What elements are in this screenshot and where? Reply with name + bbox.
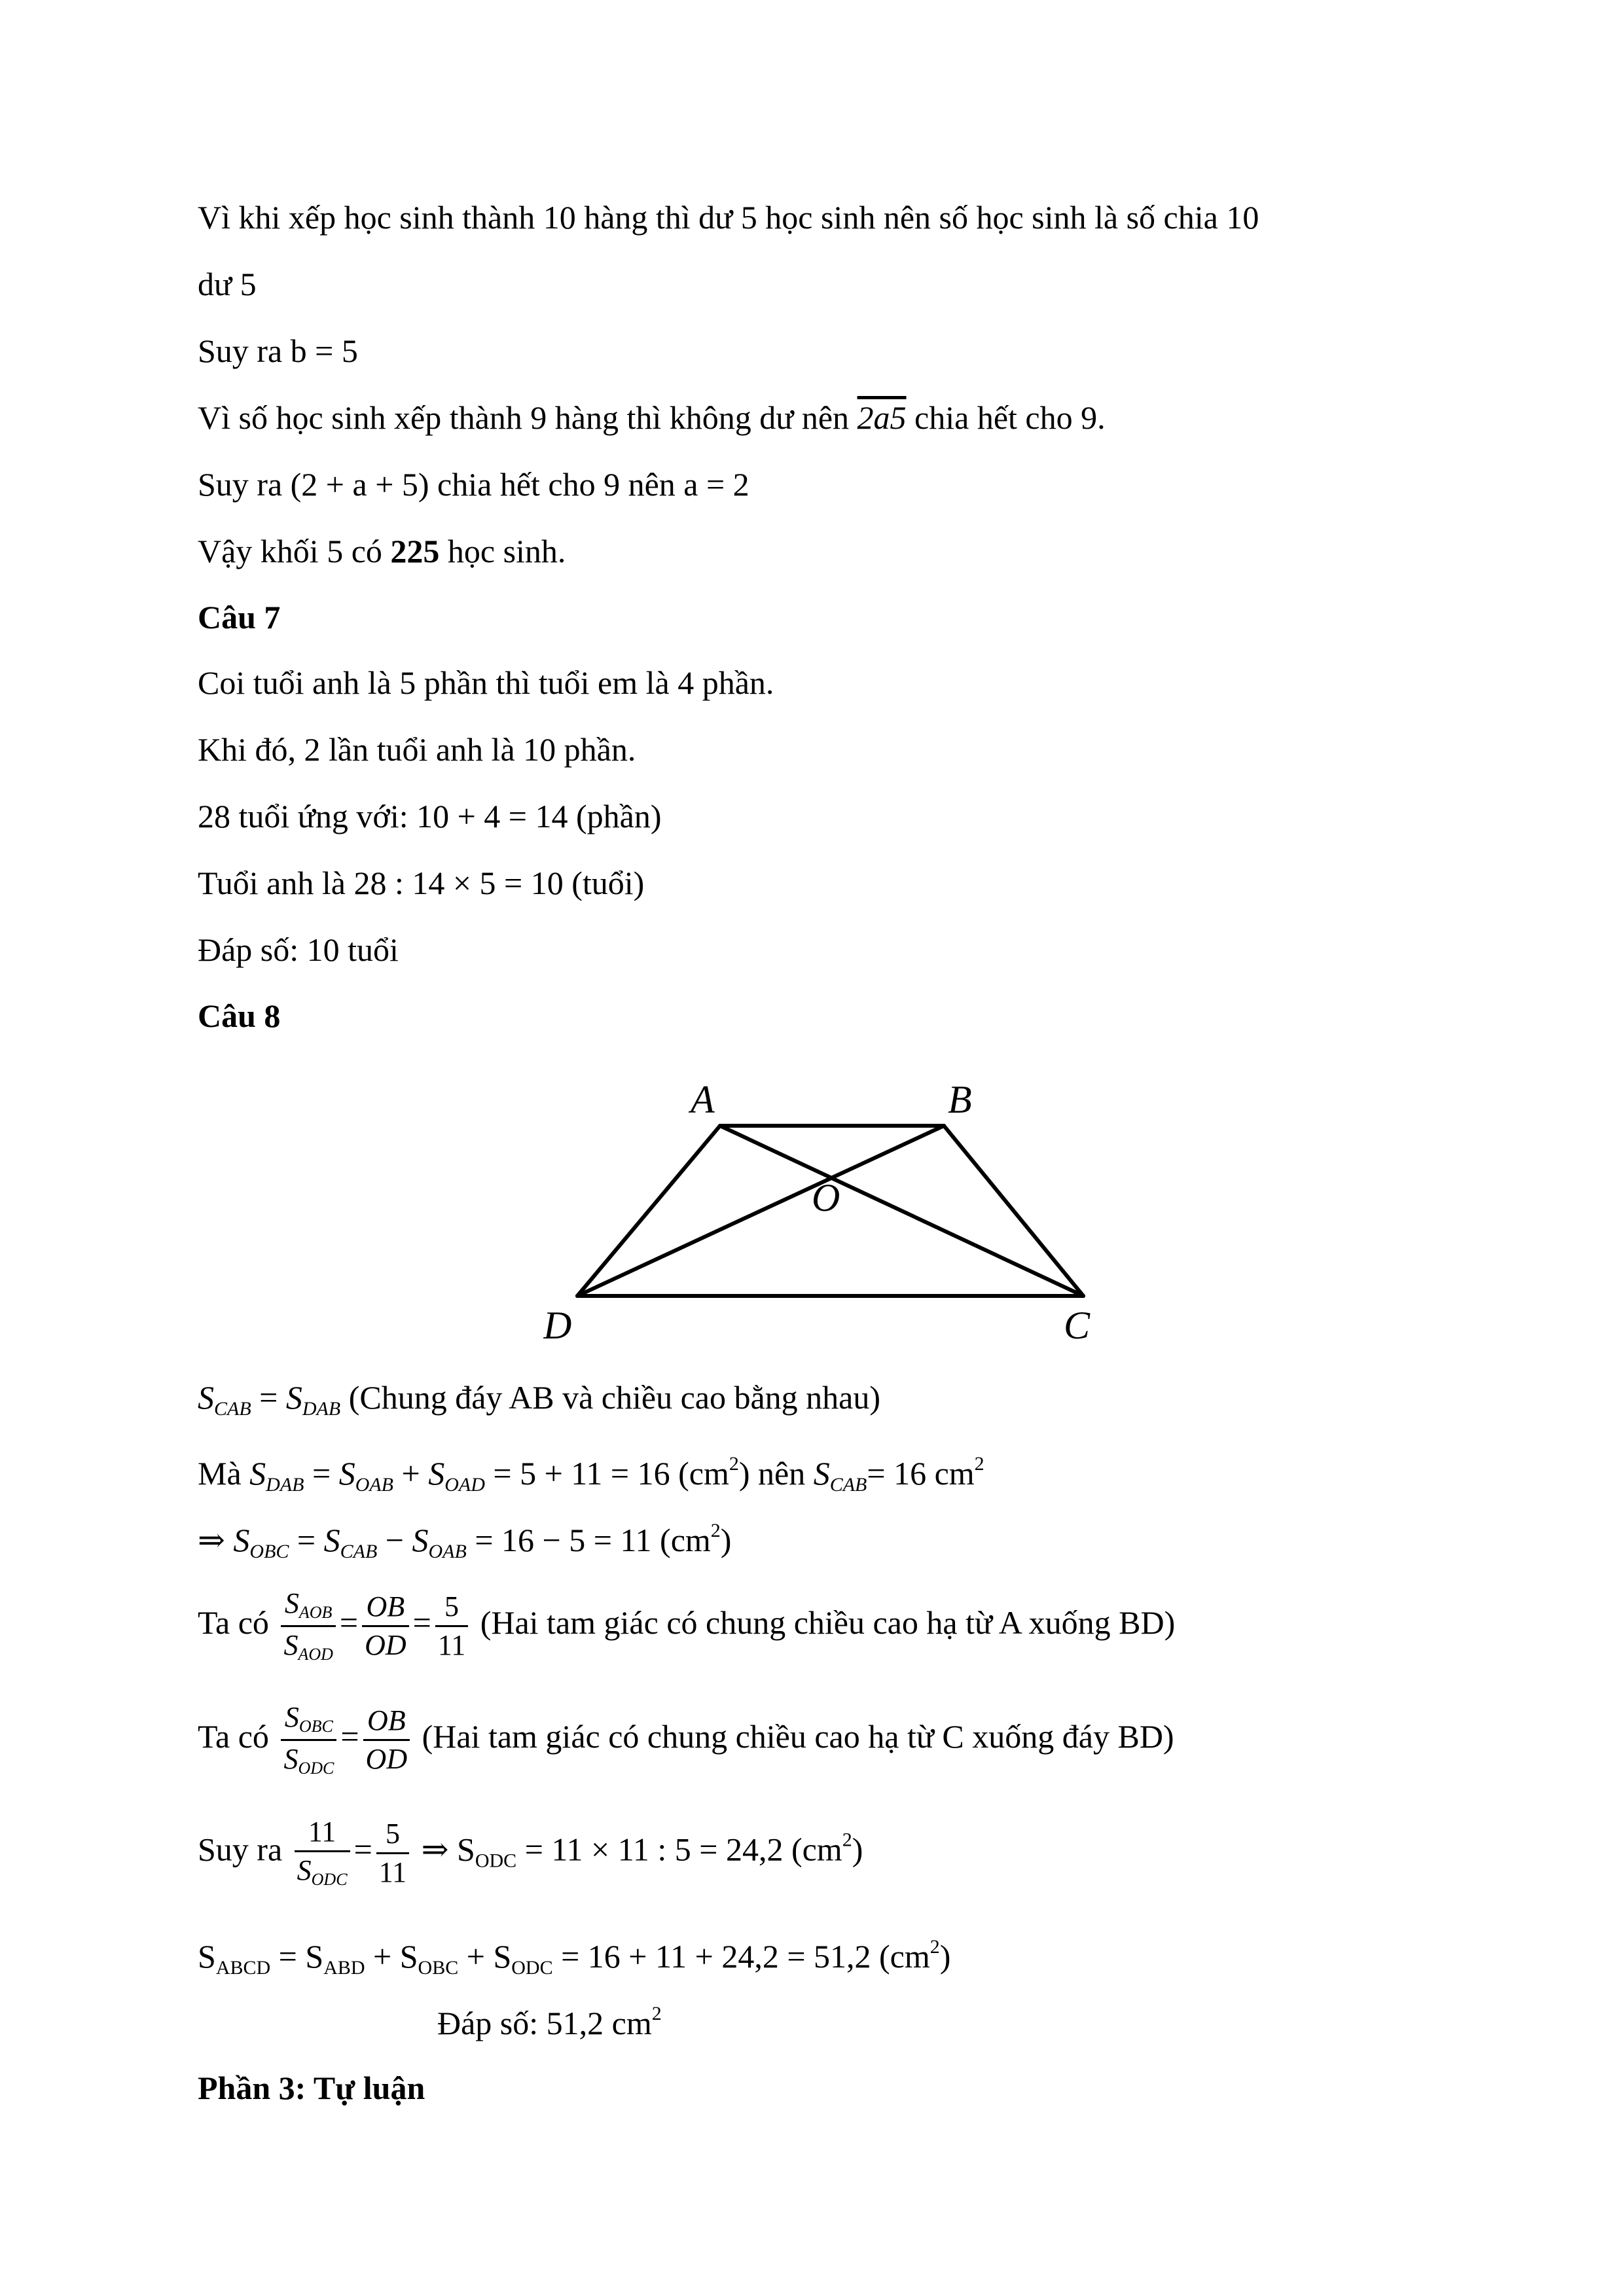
vertex-label-a: A xyxy=(691,1078,715,1121)
text-segment: chia hết cho 9. xyxy=(906,399,1106,436)
text-line: Vì khi xếp học sinh thành 10 hàng thì dư 5 học sinh nên số học sinh là số chia 10 xyxy=(198,199,1259,236)
equation-line: $S_{ABCD} = S_{ABD} + S_{OBC} + S_{ODC} = 16 + 11 + 24,2 = 51,2$ $(cm^2)$ xyxy=(198,1936,951,1979)
text-line: dư 5 xyxy=(198,266,257,302)
text-line: Suy ra (2 + a + 5) chia hết cho 9 nên a = 2 xyxy=(198,466,749,503)
final-answer: Đáp số: 51,2 $cm^2$ xyxy=(437,2003,662,2041)
answer-bold: 225 xyxy=(390,533,440,569)
vertex-label-b: B xyxy=(948,1078,972,1121)
fraction: $\frac{11}{S_{ODC}}$ xyxy=(295,1816,350,1890)
edge-ad xyxy=(577,1126,720,1296)
equation-line: Mà $S_{DAB} = S_{OAB} + S_{OAD} = 5 + 11 = 16$ $(cm^2)$ nên $S_{CAB}= 16$ $cm^2$ xyxy=(198,1453,984,1496)
trapezoid-figure xyxy=(543,1067,1119,1348)
point-label-o: O xyxy=(812,1176,840,1219)
fraction: $\frac{S_{OBC}}{S_{ODC}}$ xyxy=(281,1702,336,1778)
text-line: Suy ra b = 5 xyxy=(198,332,358,369)
section-heading-cau8: Câu 8 xyxy=(198,997,281,1034)
text-segment: Vậy khối 5 có xyxy=(198,533,391,569)
text-line: Đáp số: 10 tuổi xyxy=(198,931,399,968)
overlined-number: 2a5 xyxy=(857,399,907,436)
text-line xyxy=(198,531,566,571)
vertex-label-c: C xyxy=(1064,1304,1091,1347)
diagonal-bd xyxy=(577,1126,944,1296)
edge-bc xyxy=(944,1126,1083,1296)
fraction: $\frac{S_{AOB}}{S_{AOD}}$ xyxy=(281,1588,335,1664)
fraction: $\frac{5}{11}$ xyxy=(435,1591,468,1661)
equation-line: ⇒ $S_{OBC} = S_{CAB} - S_{OAB} = 16 - 5 = 11$ $(cm^2)$ xyxy=(198,1520,732,1562)
text-segment: học sinh. xyxy=(439,533,566,569)
fraction: $\frac{5}{11}$ xyxy=(376,1818,409,1888)
fraction: $\frac{OB}{OD}$ xyxy=(363,1705,410,1775)
section-heading-cau7: Câu 7 xyxy=(198,599,281,636)
text-line: 28 tuổi ứng với: 10 + 4 = 14 (phần) xyxy=(198,798,662,834)
fraction: $\frac{OB}{OD}$ xyxy=(362,1591,409,1661)
text-line: Khi đó, 2 lần tuổi anh là 10 phần. xyxy=(198,731,636,768)
diagonal-ac xyxy=(720,1126,1083,1296)
text-segment: Vì số học sinh xếp thành 9 hàng thì không dư nên xyxy=(198,399,857,436)
text-line: Tuổi anh là 28 : 14 × 5 = 10 (tuổi) xyxy=(198,865,645,901)
section-heading-part3: Phần 3: Tự luận xyxy=(198,2070,425,2106)
vertex-label-d: D xyxy=(543,1304,572,1347)
equation-line: Ta có $\frac{S_{AOB}}{S_{AOD}}$ = $\frac{OB}{OD}$ = $\frac{5}{11}$ (Hai tam giác có chung chiều cao hạ từ A xuống BD) xyxy=(198,1587,1176,1664)
equation-line: $S_{CAB} = S_{DAB}$ (Chung đáy AB và chiều cao bằng nhau) xyxy=(198,1379,880,1420)
text-line: Coi tuổi anh là 5 phần thì tuổi em là 4 phần. xyxy=(198,664,774,701)
equation-line: Suy ra $\frac{11}{S_{ODC}}$ = $\frac{5}{11}$ ⇒ $S_{ODC} = 11 \times 11$ : 5 = 24,2 $(cm^2)$ xyxy=(198,1816,863,1889)
equation-line: Ta có $\frac{S_{OBC}}{S_{ODC}}$ = $\frac{OB}{OD}$ (Hai tam giác có chung chiều cao hạ từ C xuống đáy BD) xyxy=(198,1701,1174,1778)
text-line xyxy=(198,398,1106,437)
